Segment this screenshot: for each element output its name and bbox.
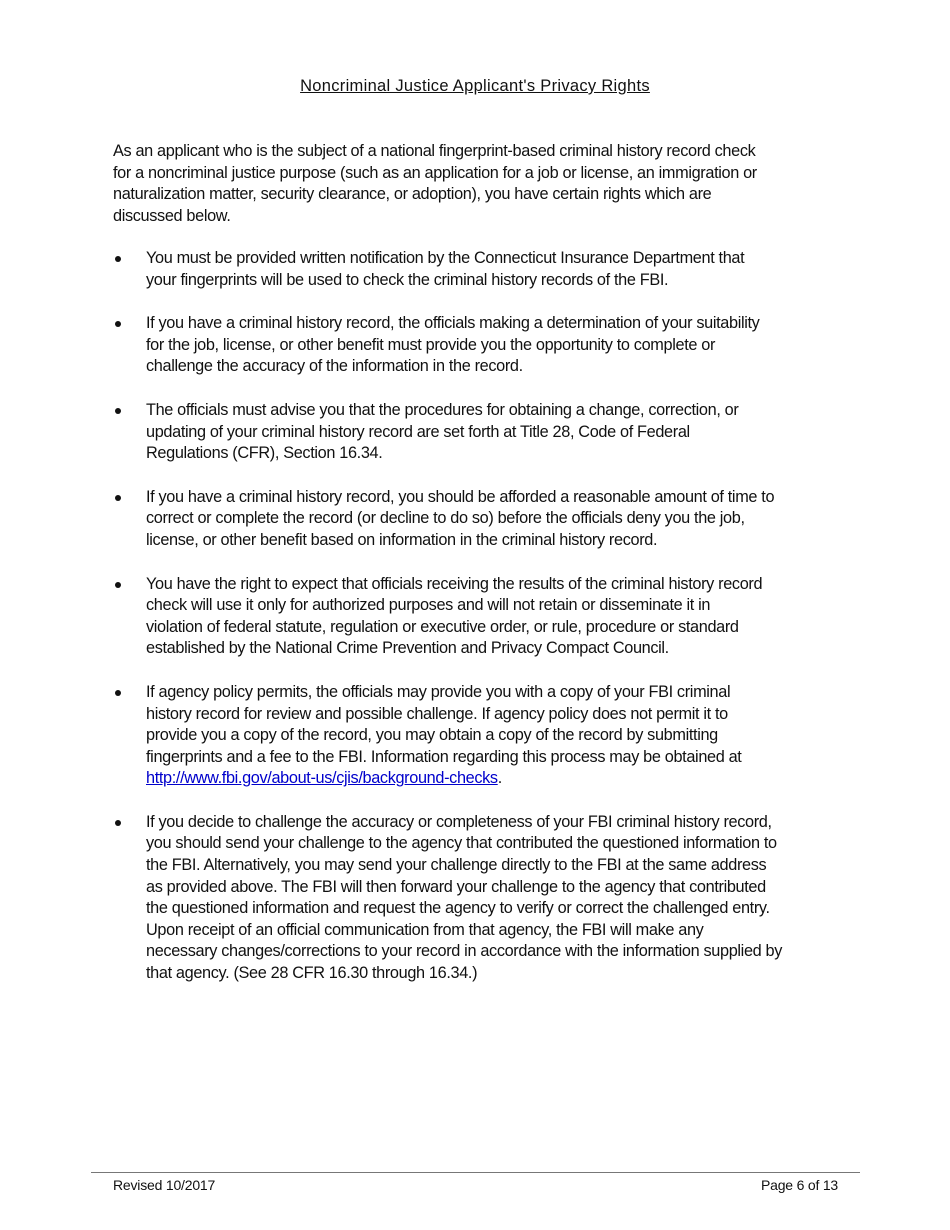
page-title — [0, 77, 950, 96]
text-line: Regulations (CFR), Section 16.34. — [146, 444, 383, 463]
text-line: If you have a criminal history record, you should be afforded a reasonable amount of time to — [146, 487, 775, 506]
title-text: Noncriminal Justice Applicant's Privacy Rights — [300, 77, 650, 95]
text-line: fingerprints and a fee to the FBI. Information regarding this process may be obtained at — [146, 747, 742, 766]
text-line: You must be provided written notification by the Connecticut Insurance Department that — [146, 249, 745, 267]
list-item — [113, 574, 782, 660]
list-item — [113, 487, 782, 552]
text-line: history record for review and possible challenge. If agency policy does not permit it to — [146, 704, 728, 723]
text-line: check will use it only for authorized purposes and will not retain or disseminate it in — [146, 596, 711, 615]
revised-date: Revised 10/2017 — [113, 1177, 216, 1193]
bullet-icon — [115, 256, 121, 262]
intro-paragraph — [113, 141, 757, 227]
text-line: established by the National Crime Prevention and Privacy Compact Council. — [146, 639, 669, 658]
link-suffix: . — [497, 769, 502, 788]
text-line: Upon receipt of an official communication from that agency, the FBI will make any — [146, 920, 704, 939]
text-line: necessary changes/corrections to your record in accordance with the information supplied by — [146, 942, 783, 961]
text-line: as provided above. The FBI will then forward your challenge to the agency that contributed — [146, 877, 766, 896]
text-line: updating of your criminal history record are set forth at Title 28, Code of Federal — [146, 422, 690, 441]
page-number: Page 6 of 13 — [761, 1177, 838, 1193]
list-item — [113, 812, 782, 985]
text-line: the questioned information and request the agency to verify or correct the challenged entry. — [146, 899, 770, 918]
bullet-icon — [115, 820, 121, 826]
text-line: You have the right to expect that officials receiving the results of the criminal history record — [146, 574, 763, 593]
text-line: provide you a copy of the record, you may obtain a copy of the record by submitting — [146, 726, 718, 745]
text-line: If you have a criminal history record, the officials making a determination of your suitability — [146, 314, 760, 333]
text-line: for a noncriminal justice purpose (such as an application for a job or license, an immigration or — [113, 163, 757, 182]
footer-divider — [91, 1172, 860, 1173]
text-line: your fingerprints will be used to check the criminal history records of the FBI. — [146, 270, 669, 289]
list-item — [113, 682, 782, 790]
text-line: naturalization matter, security clearance, or adoption), you have certain rights which are — [113, 185, 712, 204]
text-line: license, or other benefit based on information in the criminal history record. — [146, 530, 658, 549]
bullet-icon — [115, 408, 121, 414]
text-line: challenge the accuracy of the information in the record. — [146, 357, 523, 376]
text-line: If agency policy permits, the officials may provide you with a copy of your FBI criminal — [146, 682, 731, 701]
bullet-icon — [115, 495, 121, 501]
text-line: violation of federal statute, regulation or executive order, or rule, procedure or standard — [146, 617, 739, 636]
rights-list — [113, 248, 782, 1007]
list-item — [113, 400, 782, 465]
link-line — [146, 768, 782, 790]
list-item — [113, 313, 782, 378]
text-line: discussed below. — [113, 206, 231, 225]
bullet-icon — [115, 582, 121, 588]
text-line: for the job, license, or other benefit must provide you the opportunity to complete or — [146, 335, 716, 354]
text-line: The officials must advise you that the procedures for obtaining a change, correction, or — [146, 400, 739, 419]
bullet-icon — [115, 690, 121, 696]
text-line: If you decide to challenge the accuracy or completeness of your FBI criminal history record, — [146, 812, 772, 831]
text-line: that agency. (See 28 CFR 16.30 through 16.34.) — [146, 964, 478, 983]
text-line: the FBI. Alternatively, you may send your challenge directly to the FBI at the same address — [146, 856, 767, 875]
bullet-icon — [115, 321, 121, 327]
text-line: As an applicant who is the subject of a national fingerprint-based criminal history record check — [113, 142, 756, 160]
list-item — [113, 248, 782, 291]
text-line: correct or complete the record (or decline to do so) before the officials deny you the job, — [146, 509, 745, 528]
text-line: you should send your challenge to the agency that contributed the questioned information to — [146, 834, 777, 853]
fbi-background-checks-link[interactable]: http://www.fbi.gov/about-us/cjis/background-checks — [146, 769, 498, 788]
